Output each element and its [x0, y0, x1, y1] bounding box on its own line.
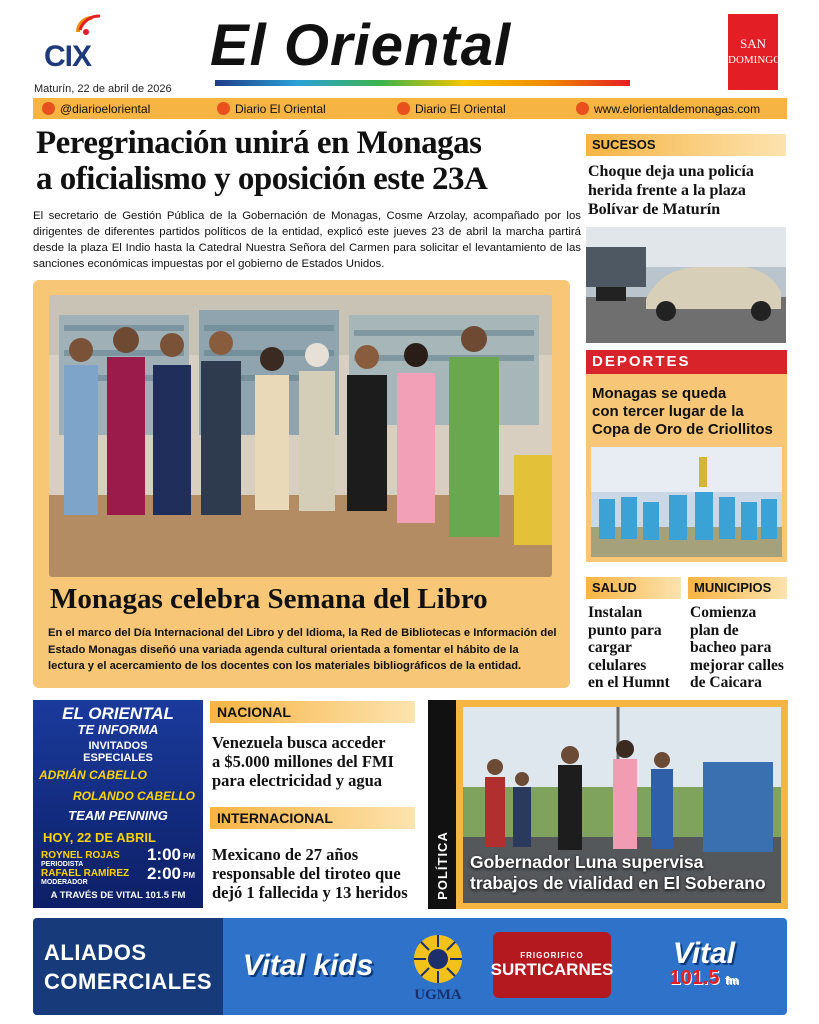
sucesos-headline-line2: herida frente a la plaza [588, 182, 746, 199]
social-facebook[interactable] [217, 99, 326, 118]
feature-photo-library-group[interactable] [49, 295, 552, 577]
sponsor-vital-fm-freq: 101.5 [669, 966, 720, 989]
social-website-label: www.elorientaldemonagas.com [594, 101, 761, 116]
masthead-title: El Oriental [210, 13, 512, 78]
promo-time-2-pm: PM [183, 871, 195, 880]
main-headline-line1: Peregrinación unirá en Monagas [36, 125, 482, 161]
sucesos-headline-line1: Choque deja una policía [588, 163, 754, 180]
sponsor-ugma[interactable] [405, 926, 471, 1010]
deportes-photo-team[interactable] [591, 447, 782, 557]
social-tiktok-label: Diario El Oriental [415, 101, 506, 116]
aliados-title-line2: COMERCIALES [44, 969, 213, 994]
salud-headline-line3: cargar [588, 639, 632, 656]
social-tiktok[interactable] [397, 99, 506, 118]
aliados-title-line1: ALIADOS [44, 940, 147, 965]
tab-deportes[interactable]: DEPORTES [586, 350, 787, 374]
politica-caption-line1: Gobernador Luna supervisa [470, 852, 704, 872]
promo-subtitle-line2: ESPECIALES [83, 752, 153, 764]
social-facebook-label: Diario El Oriental [235, 101, 326, 116]
sucesos-photo-car-crash[interactable] [586, 227, 786, 343]
deportes-headline-line3: Copa de Oro de Criollitos [592, 421, 773, 438]
sponsor-ugma-text: UGMA [414, 986, 462, 1003]
promo-time-1-pm: PM [183, 852, 195, 861]
salud-headline[interactable] [588, 604, 686, 692]
salud-headline-line1: Instalan [588, 604, 643, 621]
deportes-headline-line1: Monagas se queda [592, 385, 727, 402]
nacional-headline-line3: para electricidad y agua [212, 771, 383, 790]
municipios-headline-line4: mejorar calles [690, 656, 784, 674]
sponsor-vital-kids-text: Vital kids [242, 949, 374, 982]
feature-text: En el marco del Día Internacional del Libro y del Idioma, la Red de Bibliotecas e Información del Estado Monagas diseñó una variada agenda cultural orientada a fomentar el hábito de la lectura y el acercamiento de los docentes con los materiales bibliográficos de la entidad. [48, 627, 557, 672]
internacional-headline-line2: responsable del tiroteo que [212, 864, 401, 883]
sponsor-surticarnes-name: SURTICARNES [490, 959, 614, 979]
promo-time-1: 1:00 [146, 845, 181, 864]
tab-salud[interactable]: SALUD [586, 577, 681, 599]
municipios-headline-line5: de Caicara [690, 674, 762, 691]
sucesos-headline-line3: Bolívar de Maturín [588, 201, 721, 218]
promo-date: HOY, 22 DE ABRIL [43, 830, 156, 845]
deportes-headline[interactable] [592, 385, 787, 439]
promo-host-1: ROYNEL ROJAS [41, 850, 120, 861]
social-website[interactable] [576, 99, 760, 118]
promo-brand-line1: EL ORIENTAL [62, 704, 174, 723]
promo-host-2: RAFAEL RAMÍREZ [41, 868, 130, 879]
ugma-sun-icon [412, 933, 464, 985]
municipios-headline-line1: Comienza [690, 604, 757, 621]
main-headline[interactable] [36, 125, 581, 197]
internacional-headline-line1: Mexicano de 27 años [212, 845, 359, 864]
tab-internacional[interactable]: INTERNACIONAL [210, 807, 415, 829]
instagram-icon [42, 102, 55, 115]
globe-icon [576, 102, 589, 115]
tiktok-icon [397, 102, 410, 115]
nacional-headline-line2: a $5.000 millones del FMI [212, 752, 394, 771]
promo-time-2: 2:00 [146, 864, 181, 883]
masthead-rainbow-stripe [215, 80, 630, 86]
politica-caption[interactable] [470, 852, 780, 894]
san-domingo-logo-line1: SAN [739, 36, 766, 51]
sucesos-headline[interactable] [588, 162, 788, 219]
salud-headline-line2: punto para [588, 621, 662, 639]
nacional-headline-line1: Venezuela busca acceder [212, 733, 386, 752]
salud-headline-line5: en el Humnt [588, 674, 670, 691]
deportes-headline-line2: con tercer lugar de la [592, 403, 744, 420]
main-headline-line2: a oficialismo y oposición este 23A [36, 161, 488, 197]
facebook-icon [217, 102, 230, 115]
san-domingo-logo-line2: DOMINGO [728, 54, 782, 66]
social-instagram[interactable] [42, 99, 150, 118]
tab-nacional[interactable]: NACIONAL [210, 701, 415, 723]
internacional-headline[interactable] [212, 845, 417, 902]
sponsor-vital-fm[interactable] [631, 928, 777, 1006]
nacional-headline[interactable] [212, 733, 417, 790]
feature-headline[interactable]: Monagas celebra Semana del Libro [50, 583, 488, 615]
sponsor-surticarnes-top: FRIGORIFICO [520, 950, 584, 960]
municipios-headline-line2: plan de [690, 621, 739, 639]
sponsor-surticarnes[interactable] [490, 932, 614, 998]
promo-brand-line2: TE INFORMA [77, 722, 159, 737]
promo-subtitle-line1: INVITADOS [88, 740, 148, 752]
promo-via: A TRAVÉS DE VITAL 101.5 FM [50, 890, 186, 901]
sponsor-vital-fm-name: Vital [672, 936, 736, 970]
promo-banner[interactable] [33, 700, 203, 908]
promo-guest-3: TEAM PENNING [68, 808, 168, 823]
sponsor-vital-fm-unit: fm [725, 974, 739, 987]
salud-headline-line4: celulares [588, 656, 647, 674]
promo-host-1-role: PERIODISTA [41, 861, 84, 868]
san-domingo-logo [728, 14, 782, 90]
tab-sucesos[interactable]: SUCESOS [586, 134, 786, 156]
cix-logo-text: CIX [44, 40, 92, 73]
municipios-headline-line3: bacheo para [690, 639, 772, 656]
internacional-headline-line3: dejó 1 fallecida y 13 heridos [212, 883, 408, 902]
municipios-headline[interactable] [690, 604, 790, 692]
sponsor-vital-kids[interactable] [233, 930, 383, 1002]
social-instagram-label: @diarioeloriental [60, 101, 151, 116]
main-intro: El secretario de Gestión Pública de la Gobernación de Monagas, Cosme Arzolay, acompañado por los dirigentes de diferentes partidos políticos de la entidad, explicó este jueves 23 de abril la marcha partirá desde la plaza El Indio hasta la Catedral Nuestra Señora del Carmen para solicitar el levantamiento de las sanciones económicas impuestas por el gobierno de Estados Unidos. [33, 210, 581, 270]
promo-host-2-role: MODERADOR [41, 879, 88, 886]
promo-guest-2: ROLANDO CABELLO [73, 789, 195, 803]
politica-caption-line2: trabajos de vialidad en El Soberano [470, 873, 766, 893]
aliados-title [44, 938, 219, 996]
issue-date: Maturín, 22 de abril de 2026 [34, 83, 172, 95]
politica-label: POLÍTICA [434, 831, 450, 900]
politica-label-wrap [428, 700, 456, 909]
tab-municipios[interactable]: MUNICIPIOS [688, 577, 787, 599]
promo-guest-1: ADRIÁN CABELLO [39, 768, 147, 782]
